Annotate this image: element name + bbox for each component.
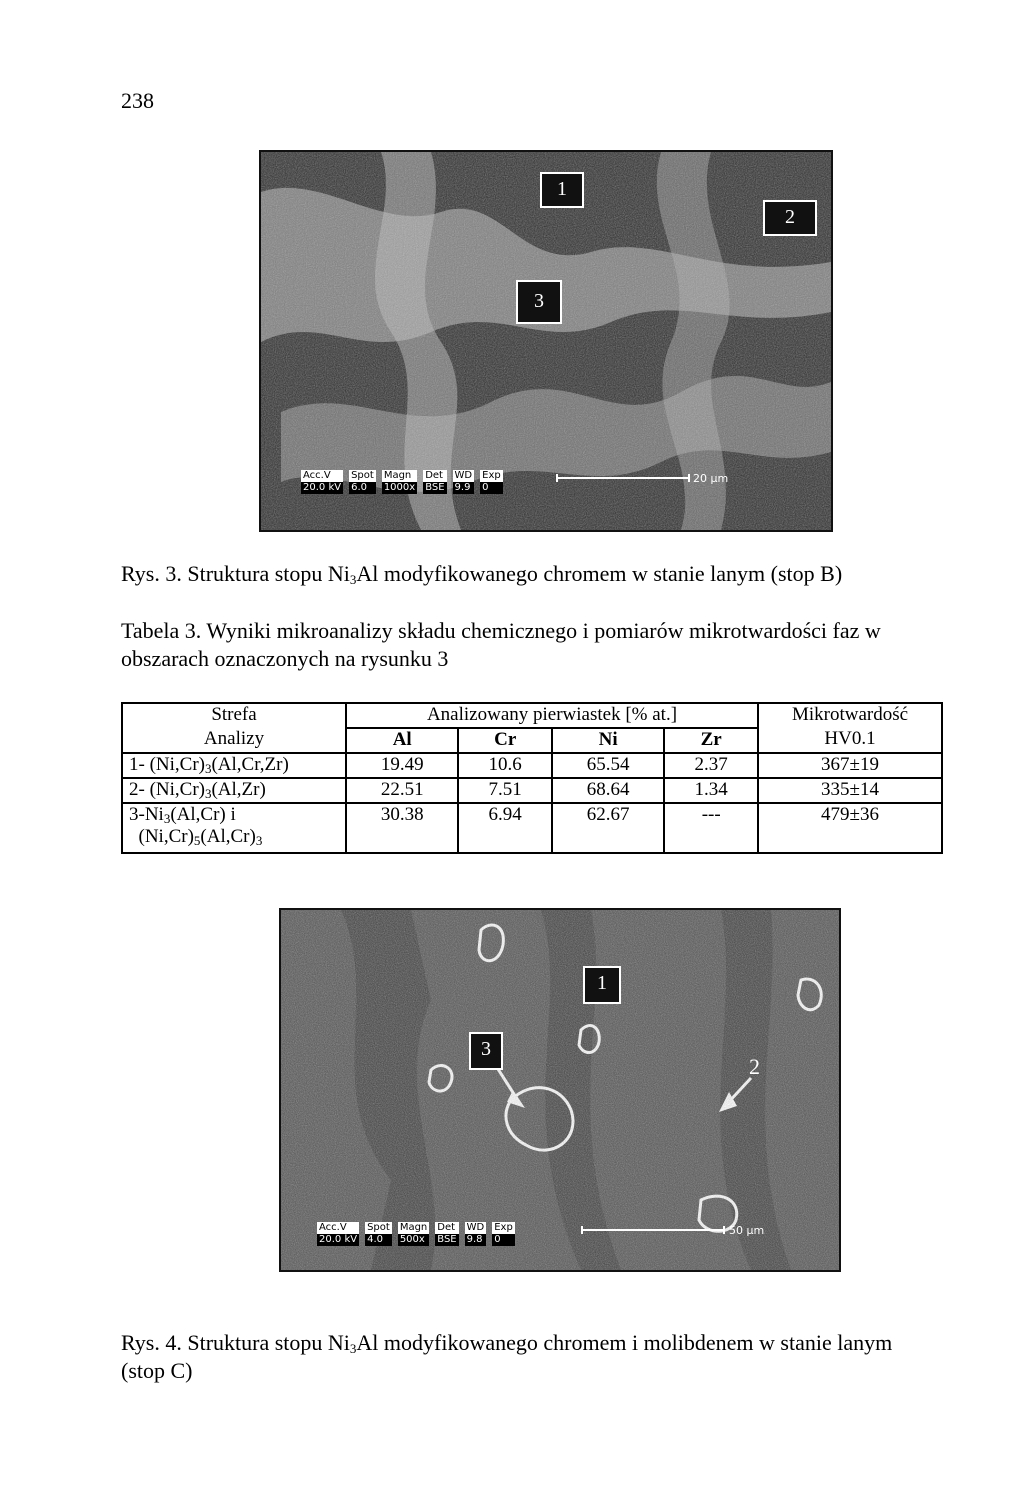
scale-bar [556,474,690,482]
micrograph-texture [281,910,839,1270]
sem-header-spot: Spot [367,1222,390,1233]
results-table [121,702,943,854]
caption-text: Al modyfikowanego chromem w stanie lanym (stop B) [356,561,843,586]
page-number: 238 [121,88,154,113]
region-label-1: 1 [583,966,621,1004]
sem-databar [301,470,503,494]
zr-cell: --- [664,803,758,853]
scale-label: 20 µm [693,472,729,485]
scale-label: 50 µm [729,1224,765,1237]
sem-header-det: Det [435,1222,458,1234]
cr-cell: 10.6 [458,753,552,778]
cr-cell: 7.51 [458,778,552,803]
sem-value-spot: 6.0 [349,482,376,494]
zone-cell [122,753,346,778]
region-label-1: 1 [540,172,584,208]
subscript: 3 [163,811,171,826]
subscript: 5 [193,833,201,848]
zone-text: 3-Ni [129,804,164,825]
zone-text: 1- (Ni,Cr) [129,754,205,775]
header-al: Al [346,728,458,753]
header-zone-2: Analizy [122,728,346,753]
al-cell: 22.51 [346,778,458,803]
sem-header-exp: Exp [494,1222,513,1233]
scale-bar [581,1226,725,1234]
zone-text: (Al,Cr) i [170,804,236,825]
caption-text: Rys. 4. Struktura stopu Ni [121,1330,350,1355]
subscript: 3 [255,833,263,848]
al-cell: 30.38 [346,803,458,853]
subscript: 3 [349,1341,357,1356]
header-zone: Strefa [122,703,346,728]
hv-cell: 335±14 [758,778,942,803]
zone-cell [122,778,346,803]
ni-cell: 68.64 [552,778,664,803]
ni-cell: 65.54 [552,753,664,778]
sem-value-exp: 0 [480,482,503,494]
table-title: Tabela 3. Wyniki mikroanalizy składu chemicznego i pomiarów mikrotwardości faz w obszarach oznaczonych na rysunku 3 [121,618,881,671]
zone-text: (Ni,Cr) [138,826,194,847]
zone-cell [122,803,346,853]
cr-cell: 6.94 [458,803,552,853]
sem-value-magn: 1000x [383,482,416,493]
sem-header-spot: Spot [351,470,374,481]
sem-header-wd: WD [466,1222,485,1233]
zr-cell: 1.34 [664,778,758,803]
sem-value-accv: 20.0 kV [303,482,342,493]
caption-text: Rys. 3. Struktura stopu Ni [121,561,350,586]
zone-text: (Al,Zr) [211,779,266,800]
table-row [122,803,942,853]
zone-text: 2- (Ni,Cr) [129,779,205,800]
sem-value-det: BSE [437,1234,457,1245]
subscript: 3 [204,761,212,776]
sem-value-wd: 9.8 [465,1234,487,1246]
subscript: 3 [204,786,212,801]
header-hardness: Mikrotwardość [758,703,942,728]
sem-header-accv: Acc.V [301,470,343,482]
region-label-3: 3 [516,280,562,324]
figure-4-caption [121,1329,941,1385]
sem-header-accv: Acc.V [317,1222,359,1234]
sem-header-det: Det [423,470,446,482]
sem-value-spot: 4.0 [365,1234,392,1246]
zr-cell: 2.37 [664,753,758,778]
table-row [122,778,942,803]
sem-value-det: BSE [425,482,445,493]
region-label-2: 2 [749,1054,760,1079]
sem-micrograph-figure-4 [279,908,841,1272]
sem-value-wd: 9.9 [453,482,475,494]
sem-value-accv: 20.0 kV [319,1234,358,1245]
header-zr: Zr [664,728,758,753]
caption-text: Al modyfikowanego chromem i molibdenem w stanie lanym (stop C) [121,1330,893,1383]
sem-databar [317,1222,515,1246]
sem-value-magn: 500x [398,1234,429,1246]
zone-text: (Al,Cr,Zr) [211,754,289,775]
figure-3-caption [121,560,842,588]
header-ni: Ni [552,728,664,753]
sem-header-magn: Magn [399,1222,428,1233]
region-label-3: 3 [469,1032,503,1070]
header-cr: Cr [458,728,552,753]
al-cell: 19.49 [346,753,458,778]
table-row [122,753,942,778]
subscript: 3 [349,572,357,587]
sem-value-exp: 0 [492,1234,515,1246]
header-elements: Analizowany pierwiastek [% at.] [346,703,758,728]
ni-cell: 62.67 [552,803,664,853]
hv-cell: 367±19 [758,753,942,778]
region-label-2: 2 [763,200,817,236]
zone-text: (Al,Cr) [200,826,256,847]
sem-micrograph-figure-3 [259,150,833,532]
sem-header-wd: WD [454,470,473,481]
hv-cell: 479±36 [758,803,942,853]
header-hardness-2: HV0.1 [758,728,942,753]
sem-header-exp: Exp [482,470,501,481]
sem-header-magn: Magn [382,470,417,482]
